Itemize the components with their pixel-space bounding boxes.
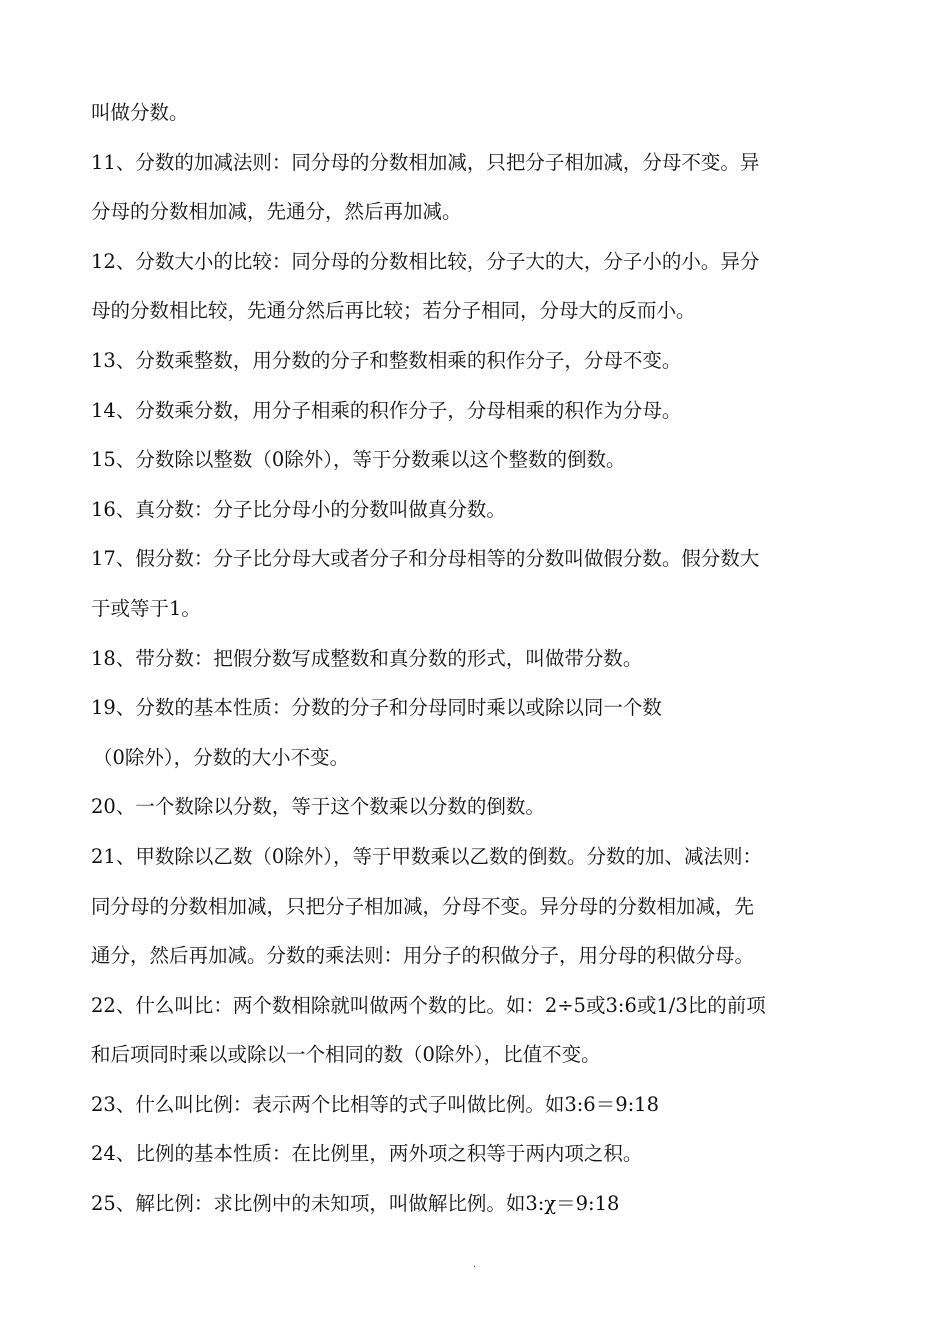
text-line: 母的分数相比较，先通分然后再比较；若分子相同，分母大的反而小。 bbox=[91, 299, 696, 323]
text-line: 20、一个数除以分数，等于这个数乘以分数的倒数。 bbox=[91, 795, 545, 819]
text-line: 19、分数的基本性质：分数的分子和分母同时乘以或除以同一个数 bbox=[91, 696, 662, 720]
text-line: 25、解比例：求比例中的未知项，叫做解比例。如3:χ＝9:18 bbox=[91, 1192, 620, 1216]
text-line: 分母的分数相加减，先通分，然后再加减。 bbox=[91, 200, 462, 224]
text-line: 12、分数大小的比较：同分母的分数相比较，分子大的大，分子小的小。异分 bbox=[91, 249, 760, 273]
document-body bbox=[91, 88, 871, 1229]
text-line: 23、什么叫比例：表示两个比相等的式子叫做比例。如3:6＝9:18 bbox=[91, 1092, 659, 1116]
text-line: 18、带分数：把假分数写成整数和真分数的形式，叫做带分数。 bbox=[91, 646, 643, 670]
footer-mark: . bbox=[473, 1259, 477, 1270]
text-line: 14、分数乘分数，用分子相乘的积作分子，分母相乘的积作为分母。 bbox=[91, 398, 682, 422]
text-line: 13、分数乘整数，用分数的分子和整数相乘的积作分子，分母不变。 bbox=[91, 348, 682, 372]
text-line: 同分母的分数相加减，只把分子相加减，分母不变。异分母的分数相加减，先 bbox=[91, 894, 755, 918]
text-line: 17、假分数：分子比分母大或者分子和分母相等的分数叫做假分数。假分数大 bbox=[91, 547, 760, 571]
text-line: 11、分数的加减法则：同分母的分数相加减，只把分子相加减，分母不变。异 bbox=[91, 150, 760, 174]
text-line: 和后项同时乘以或除以一个相同的数（0除外），比值不变。 bbox=[91, 1043, 601, 1067]
text-line: 叫做分数。 bbox=[91, 101, 189, 124]
text-line: 21、甲数除以乙数（0除外），等于甲数乘以乙数的倒数。分数的加、减法则： bbox=[91, 844, 762, 868]
text-line: （0除外），分数的大小不变。 bbox=[93, 745, 350, 769]
text-line: 16、真分数：分子比分母小的分数叫做真分数。 bbox=[91, 497, 506, 521]
text-line: 24、比例的基本性质：在比例里，两外项之积等于两内项之积。 bbox=[91, 1142, 643, 1166]
text-line: 22、什么叫比：两个数相除就叫做两个数的比。如：2÷5或3:6或1/3比的前项 bbox=[91, 993, 766, 1017]
text-line: 于或等于1。 bbox=[91, 596, 201, 620]
text-line: 通分，然后再加减。分数的乘法则：用分子的积做分子，用分母的积做分母。 bbox=[91, 944, 755, 968]
text-line: 15、分数除以整数（0除外），等于分数乘以这个整数的倒数。 bbox=[91, 448, 626, 472]
